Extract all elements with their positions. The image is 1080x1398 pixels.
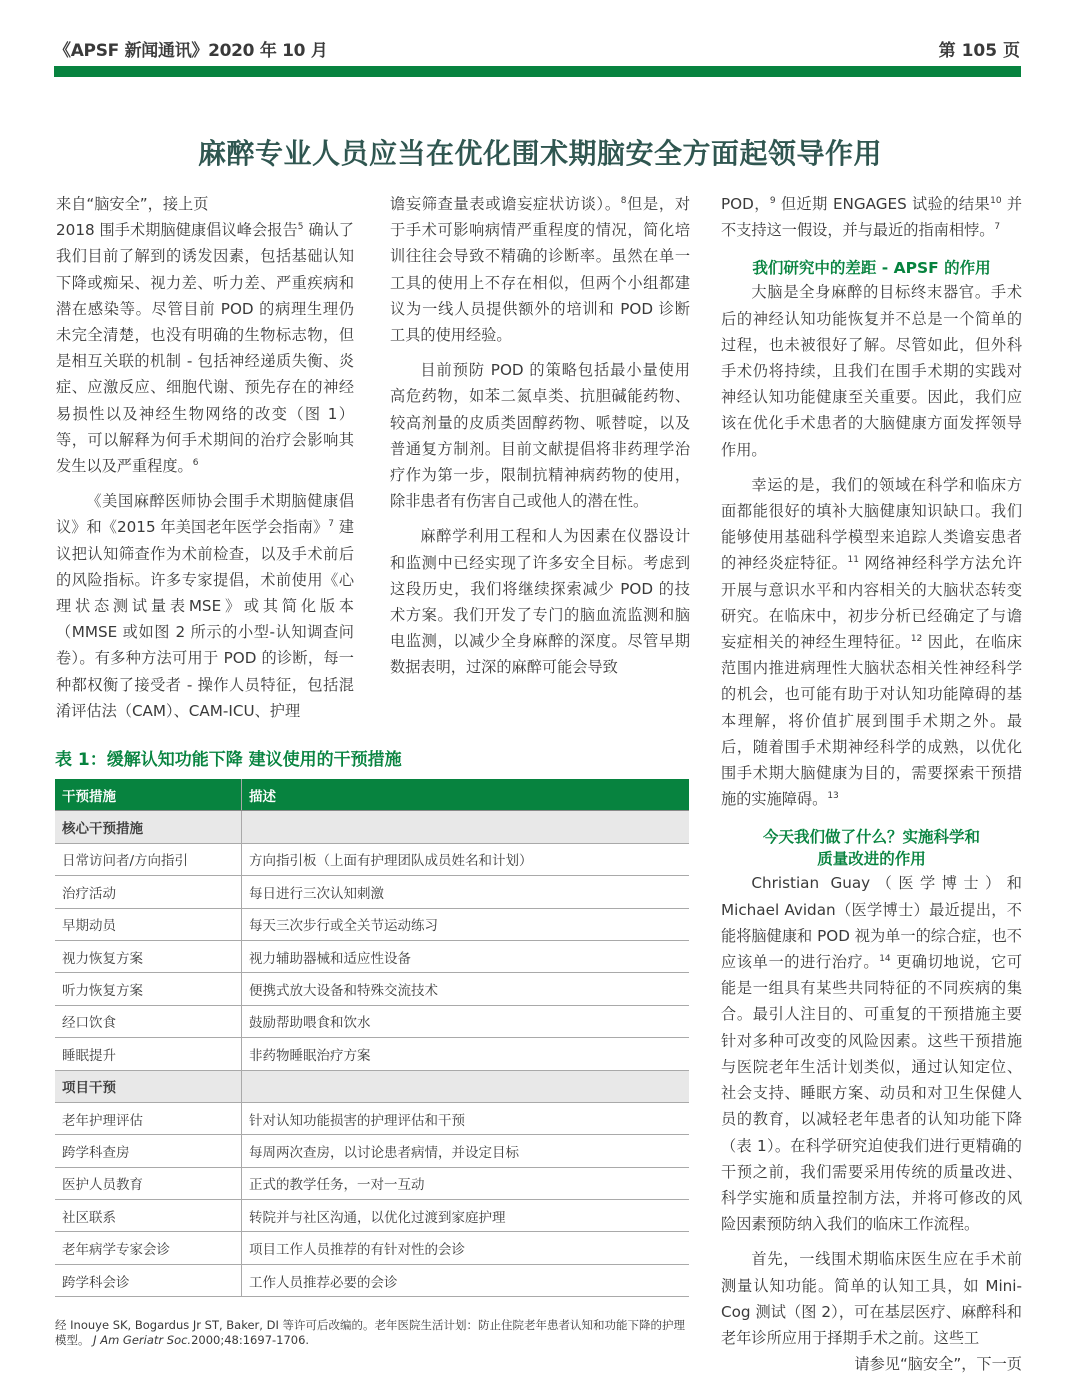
paragraph: 目前预防 POD 的策略包括最小量使用高危药物，如苯二氮卓类、抗胆碱能药物、较高剂量的皮质类固醇药物、哌替啶，以及普通复方制剂。目前文献提倡将非药理学治疗作为第一步，限制抗精神病药物的使用，除非患者有伤害自己或他人的潜在性。	[390, 361, 690, 511]
interventions-table	[55, 779, 689, 1297]
table-row	[55, 843, 689, 875]
paragraph-text: 但是，对于手术可影响病情严重程度的情况，简化培训往往会导致不精确的诊断率。虽然在单一工具的使用上不存在相似，但两个小组都建议为一线人员提供额外的培训和 POD 诊断工具的使用经验。	[390, 195, 691, 345]
description-cell: 针对认知功能损害的护理评估和干预	[242, 1102, 690, 1134]
paragraph	[721, 870, 1022, 1237]
intervention-cell: 治疗活动	[55, 876, 242, 908]
intervention-cell: 日常访问者/方向指引	[55, 843, 242, 875]
table-header-row	[55, 779, 689, 811]
citation: 6	[192, 458, 199, 469]
citation: 7	[994, 222, 1001, 233]
description-cell: 视力辅助器械和适应性设备	[242, 940, 690, 972]
table-row	[55, 1232, 689, 1264]
continued-on: 请参见“脑安全”，下一页	[854, 1355, 1022, 1374]
paragraph: 大脑是全身麻醉的目标终末器官。手术后的神经认知功能恢复并不总是一个简单的过程，也未被很好了解。尽管如此，但外科手术仍将持续，且我们在围手术期的实践对神经认知功能健康至关重要。因此，我们应该在优化手术患者的大脑健康方面发挥领导作用。	[721, 283, 1022, 459]
description-cell: 每周两次查房，以讨论患者病情，并设定目标	[242, 1135, 690, 1167]
table-body	[55, 811, 689, 1297]
intervention-cell: 项目干预	[55, 1070, 242, 1102]
section-heading: 我们研究中的差距 - APSF 的作用	[752, 259, 991, 278]
description-cell: 项目工作人员推荐的有针对性的会诊	[242, 1232, 690, 1264]
citation: 14	[879, 954, 891, 965]
citation: 8	[620, 196, 627, 206]
table-group-row	[55, 1070, 689, 1102]
paragraph-text: 确认了我们目前了解到的诱发因素，包括基础认知下降或痴呆、视力差、听力差、严重疾病和潜在感染等。尽管目前 POD 的病理生理仍未完全清楚，也没有明确的生物标志物，但是相互关联的机制 - 包括神经递质失衡、炎症、应激反应、细胞代谢、预先存在的神经易损性以及神经生物网络的改变（图 1）等，可以解释为何手术期间的治疗会影响其发生以及严重程度。	[56, 221, 354, 476]
paragraph-text: 网络神经科学方法允许开展与意识水平和内容相关的大脑状态转变研究。在临床中，初步分析已经确定了与谵妄症相关的神经生理特征。	[721, 554, 1023, 652]
paragraph	[721, 191, 1022, 243]
description-cell: 每日进行三次认知刺激	[242, 876, 690, 908]
table-row	[55, 1102, 689, 1134]
table-row	[55, 1038, 689, 1070]
intervention-cell: 医护人员教育	[55, 1167, 242, 1199]
paragraph	[56, 488, 354, 724]
paragraph-text: 但近期 ENGAGES 试验的结果	[775, 195, 991, 213]
publication-header: 《APSF 新闻通讯》2020 年 10 月	[54, 41, 328, 61]
intervention-cell: 视力恢复方案	[55, 940, 242, 972]
table-row	[55, 973, 689, 1005]
paragraph: 首先，一线围术期临床医生应在手术前测量认知功能。简单的认知工具，如 Mini-Cog 测试（图 2），可在基层医疗、麻醉科和老年诊所应用于择期手术之前。这些工	[721, 1250, 1022, 1347]
continued-from: 来自“脑安全”，接上页	[56, 195, 209, 213]
paragraph-text: 建议把认知筛查作为术前检查，以及手术前后的风险指标。许多专家提倡，术前使用《心理状态测试量表MSE》或其简化版本（MMSE 或如图 2 所示的小型-认知调查问卷）。有多种方法可用于 POD 的诊断，每一种都权衡了接受者 - 操作人员特征，包括混淆评估法（CAM）、CAM-ICU、护理	[56, 518, 355, 720]
description-cell: 正式的教学任务，一对一互动	[242, 1167, 690, 1199]
column-2	[390, 191, 690, 681]
citation: 9	[769, 196, 776, 206]
intervention-cell: 睡眠提升	[55, 1038, 242, 1070]
heading-line: 今天我们做了什么？实施科学和	[762, 828, 980, 847]
table-row	[55, 1005, 689, 1037]
heading-line: 质量改进的作用	[817, 850, 926, 869]
table-row	[55, 1135, 689, 1167]
description-cell: 鼓励帮助喂食和饮水	[242, 1005, 690, 1037]
paragraph-text: 幸运的是，我们的领域在科学和临床方面都能很好的填补大脑健康知识缺口。我们能够使用基础科学模型来追踪人类谵妄患者的神经炎症特征。	[721, 475, 1022, 573]
table-title: 表 1：缓解认知功能下降 建议使用的干预措施	[55, 750, 402, 770]
intervention-cell: 核心干预措施	[55, 811, 242, 843]
table-footnote	[55, 1318, 695, 1348]
intervention-cell: 跨学科会诊	[55, 1264, 242, 1296]
table-group-row	[55, 811, 689, 843]
description-cell	[242, 811, 690, 843]
intervention-cell: 早期动员	[55, 908, 242, 940]
paragraph-text: 2018 围手术期脑健康倡议峰会报告	[56, 221, 298, 240]
citation: 12	[910, 634, 923, 645]
column-3	[721, 191, 1022, 1377]
journal-name: J Am Geriatr Soc.	[93, 1333, 192, 1347]
paragraph-text: Christian Guay（医学博士）和 Michael Avidan（医学博士）最近提出，不能将脑健康和 POD 视为单一的综合症，也不应该单一的进行治疗。	[721, 874, 1022, 972]
section-heading	[721, 826, 1022, 870]
paragraph-text: 并不支持这一假设，并与最近的指南相悖。	[721, 195, 1023, 240]
paragraph-text: POD，	[721, 195, 770, 213]
description-cell: 每天三次步行或全关节运动练习	[242, 908, 690, 940]
column-header: 干预措施	[55, 779, 242, 811]
intervention-cell: 社区联系	[55, 1200, 242, 1232]
description-cell	[242, 1070, 690, 1102]
header-divider	[54, 66, 1021, 77]
paragraph-text: 因此，在临床范围内推进病理性大脑状态相关性神经科学的机会，也可能有助于对认知功能障碍的基本理解，将价值扩展到围手术期之外。最后，随着围手术期神经科学的成熟，以优化围手术期大脑健康为目的，需要探索干预措施的实施障碍。	[721, 633, 1022, 809]
citation: 10	[990, 196, 1002, 206]
article-title: 麻醉专业人员应当在优化围术期脑安全方面起领导作用	[197, 137, 882, 170]
intervention-cell: 跨学科查房	[55, 1135, 242, 1167]
citation: 11	[847, 555, 859, 566]
table-row	[55, 940, 689, 972]
table-row	[55, 908, 689, 940]
table-row	[55, 876, 689, 908]
intervention-cell: 老年护理评估	[55, 1102, 242, 1134]
paragraph	[390, 191, 690, 348]
table-row	[55, 1167, 689, 1199]
citation: 13	[827, 791, 839, 802]
description-cell: 便携式放大设备和特殊交流技术	[242, 973, 690, 1005]
paragraph	[56, 217, 354, 479]
intervention-cell: 听力恢复方案	[55, 973, 242, 1005]
page-number: 第 105 页	[938, 41, 1020, 61]
table-row	[55, 1200, 689, 1232]
citation: 7	[328, 519, 334, 530]
table-row	[55, 1264, 689, 1296]
paragraph-text: 谵妄筛查量表或谵妄症状访谈）。	[390, 195, 621, 213]
description-cell: 非药物睡眠治疗方案	[242, 1038, 690, 1070]
paragraph-text: 更确切地说，它可能是一组具有某些共同特征的不同疾病的集合。最引人注目的、可重复的干预措施主要针对多种可改变的风险因素。这些干预措施与医院老年生活计划类似，通过认知定位、社会支持、睡眠方案、动员和对卫生保健人员的教育，以减轻老年患者的认知功能下降（表 1）。在科学研究迫使我们进行更精确的干预之前，我们需要采用传统的质量改进、科学实施和质量控制方法，并将可修改的风险因素预防纳入我们的临床工作流程。	[721, 953, 1023, 1234]
intervention-cell: 老年病学专家会诊	[55, 1232, 242, 1264]
paragraph	[721, 472, 1022, 813]
intervention-cell: 经口饮食	[55, 1005, 242, 1037]
description-cell: 工作人员推荐必要的会诊	[242, 1264, 690, 1296]
description-cell: 方向指引板（上面有护理团队成员姓名和计划）	[242, 843, 690, 875]
description-cell: 转院并与社区沟通，以优化过渡到家庭护理	[242, 1200, 690, 1232]
footnote-citation: 2000;48:1697-1706.	[191, 1333, 310, 1347]
paragraph-text: 《美国麻醉医师协会围手术期脑健康倡议》和《2015 年美国老年医学会指南》	[56, 492, 354, 537]
column-header: 描述	[242, 779, 690, 811]
column-1	[56, 191, 354, 724]
footnote-text: 经 Inouye SK, Bogardus Jr ST, Baker, DI 等许可后改编的。老年医院生活计划：防止住院老年患者认知和功能下降的护理模型。	[55, 1318, 685, 1347]
citation: 5	[297, 222, 304, 233]
paragraph: 麻醉学利用工程和人为因素在仪器设计和监测中已经实现了许多安全目标。考虑到这段历史，我们将继续探索减少 POD 的技术方案。我们开发了专门的脑血流监测和脑电监测，以减少全身麻醉的深度。尽管早期数据表明，过深的麻醉可能会导致	[390, 527, 690, 677]
